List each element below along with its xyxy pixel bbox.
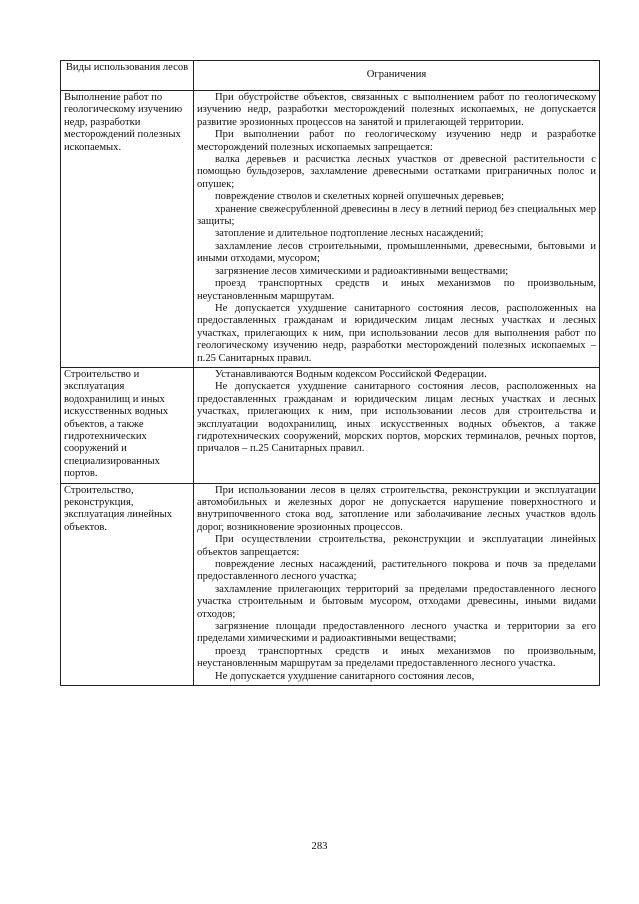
- restriction-paragraph: захламление лесов строительными, промышленными, древесными, бытовыми и иными отходами, мусором;: [197, 240, 596, 265]
- restriction-paragraph: валка деревьев и расчистка лесных участков от древесной растительности с помощью бульдозеров, захламление древесными остатками приграничных полос и опушек;: [197, 154, 596, 190]
- restriction-paragraph: затопление и длительное подтопление лесных насаждений;: [215, 228, 484, 240]
- page-number: 283: [311, 841, 328, 852]
- table-row: [61, 91, 600, 368]
- restriction-paragraph: повреждение лесных насаждений, растительного покрова и почв за пределами предоставленного лесного участка;: [197, 559, 596, 583]
- restriction-paragraph: проезд транспортных средств и иных механизмов по произвольным, неустановленным маршрутам за пределами предоставленного лесного участка.: [197, 645, 596, 670]
- restriction-paragraph: хранение свежесрубленной древесины в лесу в летний период без специальных мер защиты;: [197, 203, 596, 228]
- forest-use-text: Выполнение работ по геологическому изучению недр, разработки месторождений полезных ископаемых.: [64, 92, 183, 153]
- restriction-paragraph: загрязнение площади предоставленного лесного участка и территории за его пределами химическими и радиоактивными веществами;: [197, 621, 596, 645]
- header-restrictions: Ограничения: [194, 61, 600, 91]
- restriction-paragraph: повреждение стволов и скелетных корней опушечных деревьев;: [215, 191, 505, 203]
- restrictions-cell: [194, 483, 600, 686]
- restriction-paragraph: При выполнении работ по геологическому изучению недр и разработке месторождений полезных ископаемых запрещается:: [197, 129, 596, 153]
- restriction-paragraph: Не допускается ухудшение санитарного состояния лесов,: [215, 670, 475, 682]
- restriction-paragraph: При осуществлении строительства, реконструкции и эксплуатации линейных объектов запрещается:: [197, 534, 596, 558]
- restriction-paragraph: Не допускается ухудшение санитарного состояния лесов, расположенных на предоставленных гражданам и юридическим лицам лесных участках и лесных участках, прилегающих к ним, при использовании лесов для строительства и эксплуатации водохранилищ, иных искусственных водных объектов, а также гидротехнических сооружений, морских портов, морских терминалов, речных портов, причалов – п.25 Санитарных правил.: [197, 381, 596, 455]
- forest-use-text: Строительство, реконструкция, эксплуатация линейных объектов.: [64, 484, 173, 533]
- restriction-paragraph: При использовании лесов в целях строительства, реконструкции и эксплуатации автомобильных и железных дорог не допускается нарушение поверхностного и внутрипочвенного стока вод, затопление или заболачивание лесных участков вдоль дорог, возникновение эрозионных процессов.: [197, 484, 596, 533]
- restrictions-table: [60, 60, 600, 686]
- forest-use-cell: [61, 91, 194, 368]
- restriction-paragraph: Не допускается ухудшение санитарного состояния лесов, расположенных на предоставленных гражданам и юридическим лицам лесных участках и лесных участках, прилегающих к ним, при использовании лесов для выполнения работ по геологическому изучению недр, разработки месторождений полезных ископаемых – п.25 Санитарных правил.: [197, 302, 596, 364]
- forest-use-text: Строительство и эксплуатация водохранилищ и иных искусственных водных объектов, а также гидротехнических сооружений и специализированных портов.: [64, 368, 169, 480]
- restriction-paragraph: захламление прилегающих территорий за пределами предоставленного лесного участка строительным и бытовым мусором, отходами древесины, иными видами отходов;: [197, 583, 596, 620]
- restrictions-cell: [194, 91, 600, 368]
- restriction-paragraph: загрязнение лесов химическими и радиоактивными веществами;: [215, 265, 509, 277]
- restriction-paragraph: При обустройстве объектов, связанных с выполнением работ по геологическому изучению недр, разработки месторождений полезных ископаемых, не допускается развитие эрозионных процессов на занятой и прилегающей территории.: [197, 92, 596, 128]
- forest-use-cell: [61, 367, 194, 483]
- restrictions-cell: [194, 367, 600, 483]
- table-row: [61, 483, 600, 686]
- forest-use-cell: [61, 483, 194, 686]
- table-row: [61, 367, 600, 483]
- table-header-row: [61, 61, 600, 91]
- restriction-paragraph: Устанавливаются Водным кодексом Российской Федерации.: [215, 368, 487, 380]
- restriction-paragraph: проезд транспортных средств и иных механизмов по произвольным, неустановленным маршрутам.: [197, 278, 596, 302]
- header-forest-use: Виды использования лесов: [61, 61, 194, 91]
